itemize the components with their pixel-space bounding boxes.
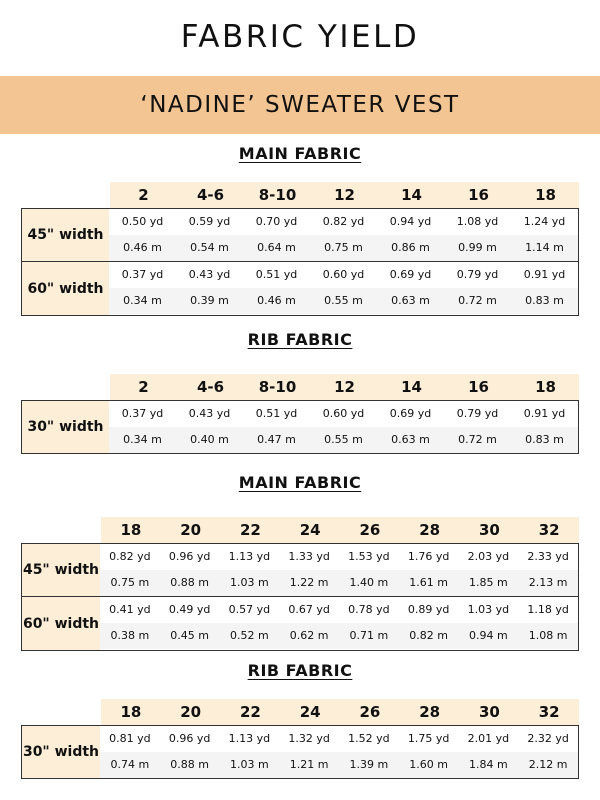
yield-cell: 0.79 yd bbox=[456, 268, 499, 281]
yield-cell: 0.83 m bbox=[525, 294, 564, 307]
yield-cell: 0.79 yd bbox=[456, 407, 499, 420]
fabric-width-label: 30" width bbox=[22, 401, 109, 453]
yield-cell: 1.13 yd bbox=[228, 732, 271, 745]
yield-cell: 0.38 m bbox=[110, 629, 150, 642]
size-header: 32 bbox=[538, 703, 560, 721]
yield-cell: 0.57 yd bbox=[228, 603, 271, 616]
size-header: 26 bbox=[359, 703, 381, 721]
yield-cell: 0.51 yd bbox=[255, 268, 298, 281]
yield-cell: 1.08 m bbox=[528, 629, 568, 642]
yield-cell: 0.59 yd bbox=[188, 215, 231, 228]
width-row-block bbox=[21, 208, 579, 262]
yield-cell: 0.75 m bbox=[324, 241, 363, 254]
yield-cell: 0.46 m bbox=[123, 241, 162, 254]
size-header: 24 bbox=[299, 521, 321, 539]
yield-cell: 0.69 yd bbox=[389, 268, 432, 281]
size-header-row bbox=[110, 374, 579, 400]
yield-cell: 0.82 yd bbox=[109, 550, 151, 563]
size-header-row bbox=[101, 517, 579, 543]
yield-cell: 0.60 yd bbox=[322, 407, 365, 420]
size-header: 8-10 bbox=[258, 186, 297, 204]
yield-values bbox=[109, 209, 578, 261]
yards-row bbox=[109, 262, 578, 288]
yield-cell: 1.03 m bbox=[230, 758, 269, 771]
yield-cell: 0.96 yd bbox=[168, 550, 211, 563]
fabric-width-label: 60" width bbox=[22, 597, 100, 650]
yield-cell: 0.55 m bbox=[324, 433, 363, 446]
yield-cell: 0.99 m bbox=[458, 241, 497, 254]
yield-cell: 0.39 m bbox=[190, 294, 229, 307]
yield-cell: 0.78 yd bbox=[348, 603, 390, 616]
size-header: 32 bbox=[538, 521, 560, 539]
yield-cell: 0.47 m bbox=[257, 433, 296, 446]
yards-row bbox=[109, 209, 578, 235]
fabric-width-label: 45" width bbox=[22, 544, 100, 596]
yield-cell: 0.94 m bbox=[469, 629, 508, 642]
yield-cell: 1.39 m bbox=[349, 758, 389, 771]
yield-cell: 1.32 yd bbox=[288, 732, 330, 745]
size-header: 16 bbox=[468, 378, 489, 396]
size-header: 20 bbox=[180, 521, 202, 539]
yield-cell: 0.94 yd bbox=[389, 215, 432, 228]
yield-cell: 0.63 m bbox=[391, 294, 430, 307]
yield-cell: 2.32 yd bbox=[527, 732, 569, 745]
pattern-name-banner: ‘NADINE’ SWEATER VEST bbox=[0, 76, 600, 134]
size-header: 30 bbox=[478, 703, 500, 721]
yield-cell: 0.88 m bbox=[170, 576, 209, 589]
size-header: 12 bbox=[334, 186, 355, 204]
yield-cell: 0.69 yd bbox=[389, 407, 432, 420]
yield-cell: 0.40 m bbox=[190, 433, 229, 446]
yield-cell: 1.03 yd bbox=[467, 603, 510, 616]
yield-cell: 0.37 yd bbox=[121, 268, 164, 281]
yield-cell: 0.41 yd bbox=[109, 603, 151, 616]
fabric-width-label: 45" width bbox=[22, 209, 109, 261]
size-header: 2 bbox=[138, 378, 149, 396]
yield-cell: 0.50 yd bbox=[121, 215, 164, 228]
size-header: 22 bbox=[239, 703, 261, 721]
size-header: 2 bbox=[138, 186, 149, 204]
yards-row bbox=[100, 597, 578, 623]
yield-cell: 1.33 yd bbox=[288, 550, 330, 563]
yield-cell: 0.46 m bbox=[257, 294, 296, 307]
yield-cell: 0.45 m bbox=[170, 629, 209, 642]
yield-values bbox=[109, 262, 578, 315]
size-header: 18 bbox=[535, 186, 556, 204]
size-header: 8-10 bbox=[258, 378, 297, 396]
yield-cell: 0.96 yd bbox=[168, 732, 211, 745]
size-header: 22 bbox=[239, 521, 261, 539]
yield-cell: 1.18 yd bbox=[527, 603, 569, 616]
yield-cell: 0.37 yd bbox=[121, 407, 164, 420]
yield-cell: 1.03 m bbox=[230, 576, 269, 589]
yield-cell: 0.34 m bbox=[123, 433, 162, 446]
yield-cell: 0.72 m bbox=[458, 433, 497, 446]
yield-cell: 0.43 yd bbox=[188, 268, 231, 281]
yield-cell: 0.81 yd bbox=[109, 732, 151, 745]
yards-row bbox=[109, 401, 578, 427]
size-header: 18 bbox=[120, 703, 142, 721]
meters-row bbox=[100, 570, 578, 596]
width-row-block bbox=[21, 543, 579, 597]
yield-cell: 0.54 m bbox=[190, 241, 229, 254]
section-heading: RIB FABRIC bbox=[247, 330, 353, 349]
yards-row bbox=[100, 726, 578, 752]
yield-cell: 0.49 yd bbox=[168, 603, 211, 616]
yield-cell: 1.53 yd bbox=[348, 550, 390, 563]
meters-row bbox=[109, 427, 578, 453]
meters-row bbox=[100, 752, 578, 778]
yield-cell: 0.91 yd bbox=[523, 268, 566, 281]
width-row-block bbox=[21, 725, 579, 779]
size-header: 28 bbox=[419, 703, 441, 721]
yield-values bbox=[100, 544, 578, 596]
yield-values bbox=[100, 726, 578, 778]
section-heading: MAIN FABRIC bbox=[238, 144, 362, 163]
yield-cell: 1.22 m bbox=[289, 576, 329, 589]
size-header: 24 bbox=[299, 703, 321, 721]
section-heading: MAIN FABRIC bbox=[238, 473, 362, 492]
yield-cell: 1.13 yd bbox=[228, 550, 271, 563]
size-header: 18 bbox=[535, 378, 556, 396]
yield-cell: 2.13 m bbox=[528, 576, 568, 589]
yield-cell: 0.91 yd bbox=[523, 407, 566, 420]
yield-cell: 1.85 m bbox=[469, 576, 508, 589]
meters-row bbox=[100, 623, 578, 649]
yield-cell: 0.82 m bbox=[409, 629, 448, 642]
yield-cell: 1.76 yd bbox=[407, 550, 450, 563]
yield-cell: 2.03 yd bbox=[467, 550, 510, 563]
yield-cell: 1.21 m bbox=[289, 758, 329, 771]
yield-cell: 1.08 yd bbox=[456, 215, 499, 228]
yield-cell: 0.60 yd bbox=[322, 268, 365, 281]
fabric-width-label: 60" width bbox=[22, 262, 109, 315]
yield-cell: 0.89 yd bbox=[407, 603, 450, 616]
size-header: 26 bbox=[359, 521, 381, 539]
yards-row bbox=[100, 544, 578, 570]
width-row-block bbox=[21, 400, 579, 454]
size-header-row bbox=[110, 182, 579, 208]
size-header-row bbox=[101, 699, 579, 725]
fabric-width-label: 30" width bbox=[22, 726, 100, 778]
yield-cell: 0.70 yd bbox=[255, 215, 298, 228]
yield-cell: 0.64 m bbox=[257, 241, 296, 254]
yield-cell: 1.75 yd bbox=[407, 732, 450, 745]
size-header: 28 bbox=[419, 521, 441, 539]
yield-values bbox=[100, 597, 578, 650]
section-heading: RIB FABRIC bbox=[247, 661, 353, 680]
width-row-block bbox=[21, 262, 579, 316]
yield-cell: 0.88 m bbox=[170, 758, 209, 771]
yield-cell: 1.24 yd bbox=[523, 215, 566, 228]
yield-cell: 0.63 m bbox=[391, 433, 430, 446]
yield-cell: 1.52 yd bbox=[348, 732, 390, 745]
size-header: 18 bbox=[120, 521, 142, 539]
width-row-block bbox=[21, 597, 579, 651]
size-header: 14 bbox=[401, 378, 422, 396]
size-header: 14 bbox=[401, 186, 422, 204]
meters-row bbox=[109, 288, 578, 314]
yield-cell: 2.01 yd bbox=[467, 732, 510, 745]
yield-cell: 0.51 yd bbox=[255, 407, 298, 420]
size-header: 16 bbox=[468, 186, 489, 204]
yield-cell: 0.62 m bbox=[289, 629, 329, 642]
yield-cell: 0.52 m bbox=[230, 629, 269, 642]
yield-cell: 1.61 m bbox=[409, 576, 448, 589]
yield-cell: 0.83 m bbox=[525, 433, 564, 446]
yield-cell: 0.67 yd bbox=[288, 603, 330, 616]
yield-cell: 2.12 m bbox=[528, 758, 568, 771]
yield-cell: 2.33 yd bbox=[527, 550, 569, 563]
yield-cell: 0.72 m bbox=[458, 294, 497, 307]
yield-cell: 0.82 yd bbox=[322, 215, 365, 228]
yield-values bbox=[109, 401, 578, 453]
size-header: 30 bbox=[478, 521, 500, 539]
size-header: 4-6 bbox=[196, 378, 225, 396]
meters-row bbox=[109, 235, 578, 261]
page-title: FABRIC YIELD bbox=[180, 19, 420, 55]
yield-cell: 0.34 m bbox=[123, 294, 162, 307]
yield-cell: 0.86 m bbox=[391, 241, 430, 254]
yield-cell: 1.60 m bbox=[409, 758, 448, 771]
size-header: 20 bbox=[180, 703, 202, 721]
yield-cell: 1.40 m bbox=[349, 576, 389, 589]
yield-cell: 0.43 yd bbox=[188, 407, 231, 420]
yield-cell: 0.75 m bbox=[110, 576, 150, 589]
yield-cell: 0.74 m bbox=[110, 758, 150, 771]
size-header: 12 bbox=[334, 378, 355, 396]
yield-cell: 1.14 m bbox=[525, 241, 564, 254]
yield-cell: 1.84 m bbox=[469, 758, 508, 771]
yield-cell: 0.55 m bbox=[324, 294, 363, 307]
yield-cell: 0.71 m bbox=[349, 629, 389, 642]
size-header: 4-6 bbox=[196, 186, 225, 204]
